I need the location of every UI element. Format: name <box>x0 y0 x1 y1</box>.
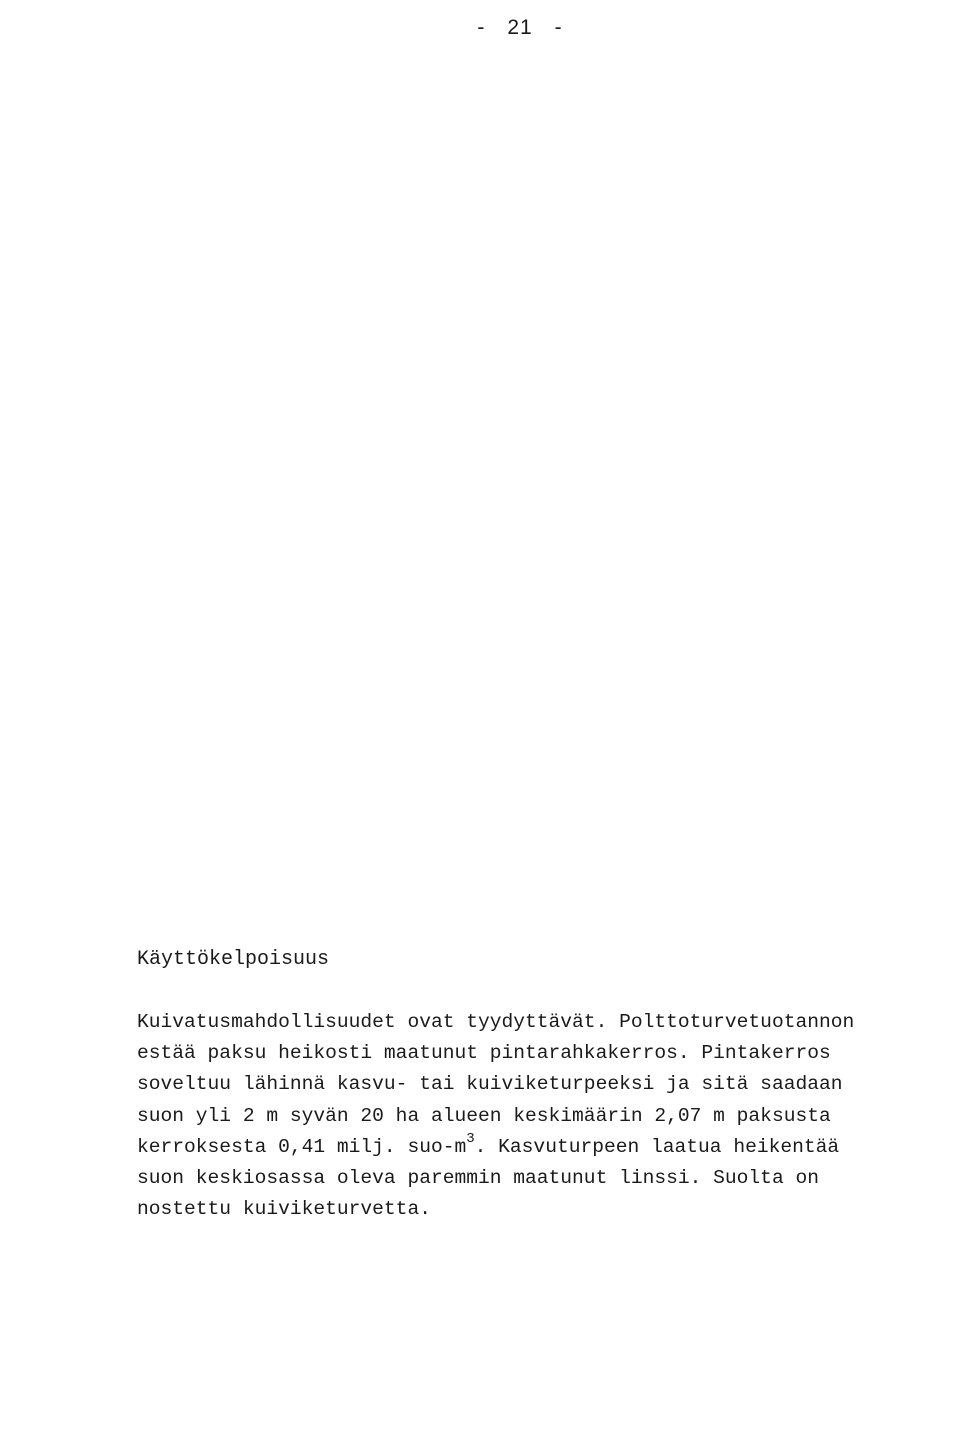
section-paragraph <box>137 1007 937 1225</box>
superscript-exponent: 3 <box>466 1131 475 1148</box>
page-number-dash-left: - <box>477 16 486 39</box>
paragraph-line: Kuivatusmahdollisuudet ovat tyydyttävät. Polttoturvetuotannon <box>137 1011 855 1033</box>
paragraph-line: estää paksu heikosti maatunut pintarahkakerros. Pintakerros <box>137 1042 831 1065</box>
paragraph-line: suon keskiosassa oleva paremmin maatunut linssi. Suolta on <box>137 1166 819 1189</box>
page-number <box>0 16 960 40</box>
paragraph-line: suon yli 2 m syvän 20 ha alueen keskimäärin 2,07 m paksusta <box>137 1104 831 1127</box>
page-number-value: 21 <box>507 16 533 39</box>
paragraph-line: nostettu kuiviketurvetta. <box>137 1198 431 1221</box>
section-heading: Käyttökelpoisuus <box>137 948 330 971</box>
paragraph-line <box>137 1132 937 1163</box>
line-text-before: kerroksesta 0,41 milj. suo-m <box>137 1135 467 1158</box>
line-text-after: . Kasvuturpeen laatua heikentää <box>474 1135 840 1158</box>
paragraph-line: soveltuu lähinnä kasvu- tai kuiviketurpeeksi ja sitä saadaan <box>137 1073 843 1096</box>
page-number-dash-right: - <box>554 16 563 39</box>
